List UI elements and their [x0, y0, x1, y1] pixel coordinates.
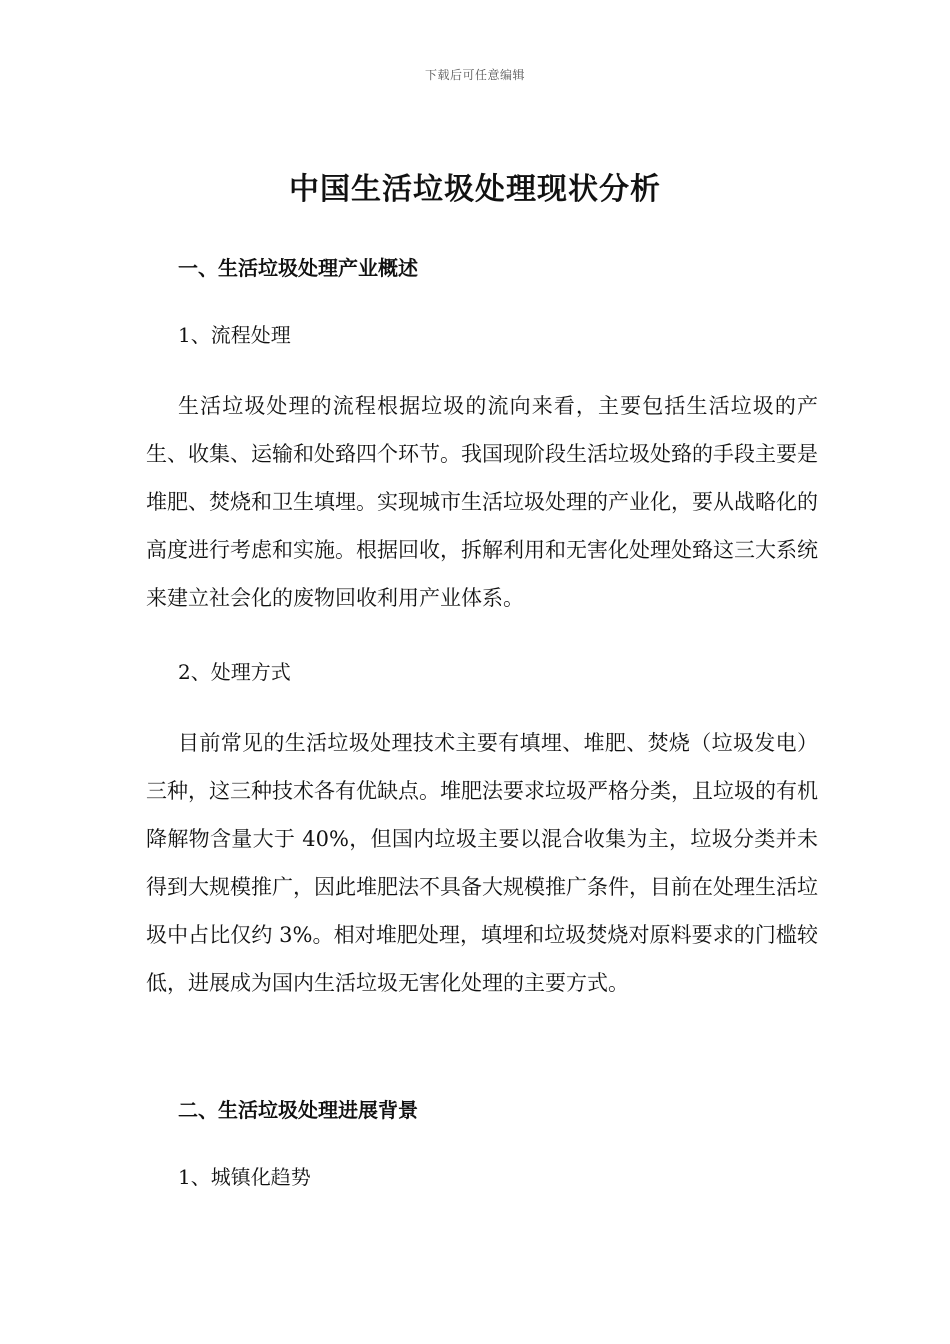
header-note: 下载后可任意编辑 [424, 68, 525, 82]
section1-sub1-heading: 1、流程处理 [178, 323, 291, 347]
section1-sub2-heading: 2、处理方式 [178, 660, 291, 684]
document-title: 中国生活垃圾处理现状分析 [289, 172, 661, 207]
section1-sub1-paragraph: 生活垃圾处理的流程根据垃圾的流向来看，主要包括生活垃圾的产生、收集、运输和处臵四个环节。我国现阶段生活垃圾处臵的手段主要是堆肥、焚烧和卫生填埋。实现城市生活垃圾处理的产业化，要从战略化的高度进行考虑和实施。根据回收，拆解利用和无害化处理处臵这三大系统来建立社会化的废物回收利用产业体系。 [146, 394, 818, 610]
section2-heading: 二、生活垃圾处理进展背景 [178, 1098, 418, 1122]
section1-heading: 一、生活垃圾处理产业概述 [178, 256, 418, 280]
section2-sub1-heading: 1、城镇化趋势 [178, 1165, 311, 1189]
section1-sub2-paragraph: 目前常见的生活垃圾处理技术主要有填埋、堆肥、焚烧（垃圾发电）三种，这三种技术各有优缺点。堆肥法要求垃圾严格分类，且垃圾的有机降解物含量大于 40%，但国内垃圾主要以混合收集为主，垃圾分类并未得到大规模推广，因此堆肥法不具备大规模推广条件，目前在处理生活垃圾中占比仅约 3%。相对堆肥处理，填埋和垃圾焚烧对原料要求的门槛较低，进展成为国内生活垃圾无害化处理的主要方式。 [146, 731, 818, 995]
